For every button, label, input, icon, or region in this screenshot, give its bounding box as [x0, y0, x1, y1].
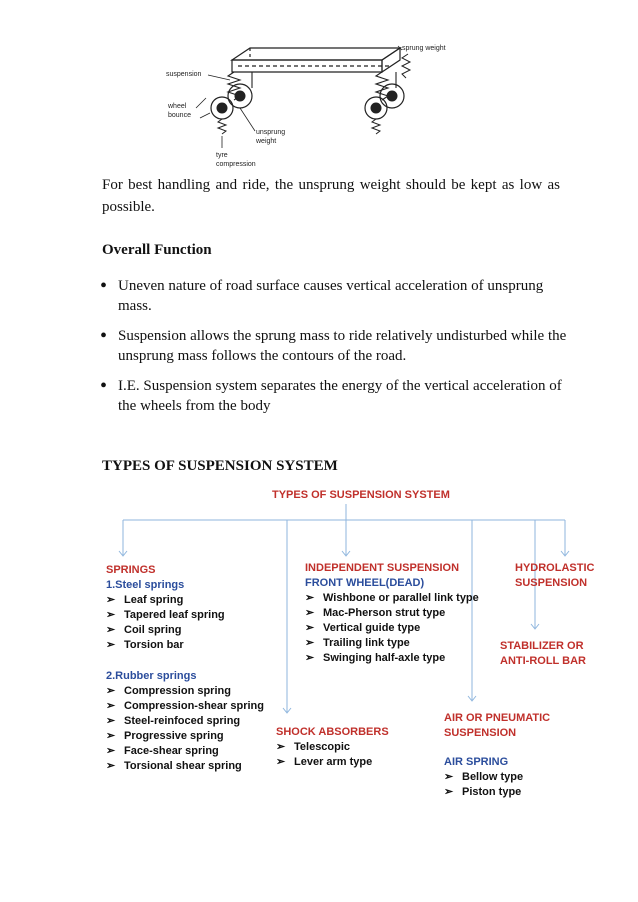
list-item: • Suspension allows the sprung mass to ride relatively undisturbed while the unsprung mass follows the contours of the road.	[100, 325, 567, 364]
list-item: • I.E. Suspension system separates the energy of the vertical acceleration of the wheels from the body	[100, 375, 562, 414]
arrow-bullet-icon: ➢	[276, 756, 286, 768]
arrow-bullet-icon: ➢	[106, 594, 116, 606]
shock-absorbers-title: SHOCK ABSORBERS	[276, 726, 389, 738]
list-item: ➢ Wishbone or parallel link type	[305, 592, 479, 604]
arrow-bullet-icon: ➢	[106, 609, 116, 621]
label-unsprung: unsprung	[256, 129, 286, 136]
list-item: ➢ Leaf spring	[106, 594, 184, 606]
arrow-bullet-icon: ➢	[106, 624, 116, 636]
arrow-bullet-icon: ➢	[444, 771, 454, 783]
list-item: ➢ Coil spring	[106, 624, 182, 636]
types-heading: TYPES OF SUSPENSION SYSTEM	[102, 458, 338, 474]
list-item: ➢ Face-shear spring	[106, 745, 219, 757]
arrow-bullet-icon: ➢	[106, 745, 116, 757]
arrow-bullet-icon: ➢	[106, 639, 116, 651]
arrow-bullet-icon: ➢	[276, 741, 286, 753]
list-item: ➢ Piston type	[444, 786, 522, 798]
shock-absorbers-group	[276, 725, 389, 770]
independent-title: INDEPENDENT SUSPENSION	[305, 562, 460, 574]
label-tyre: tyre	[216, 152, 228, 159]
overall-function-heading: Overall Function	[102, 242, 212, 258]
list-item: • Uneven nature of road surface causes vertical acceleration of unsprung mass.	[100, 275, 544, 314]
steel-springs-title: 1.Steel springs	[106, 579, 185, 591]
list-item: ➢ Steel-reinfoced spring	[106, 715, 241, 727]
list-item: ➢ Trailing link type	[305, 637, 410, 649]
label-compression: compression	[216, 161, 256, 168]
arrow-bullet-icon: ➢	[305, 637, 315, 649]
rubber-springs-title: 2.Rubber springs	[106, 670, 197, 682]
list-item: ➢ Bellow type	[444, 771, 524, 783]
hydrolastic-line1: HYDROLASTIC	[515, 562, 595, 574]
label-suspension: suspension	[166, 71, 202, 78]
label-wheel: wheel	[168, 103, 187, 110]
list-item: ➢ Compression-shear spring	[106, 700, 264, 712]
list-item: ➢ Torsional shear spring	[106, 760, 242, 772]
list-item: ➢ Progressive spring	[106, 730, 224, 742]
stabilizer-group	[500, 639, 586, 669]
bullet-icon: •	[100, 325, 108, 347]
arrow-bullet-icon: ➢	[106, 700, 116, 712]
list-item: ➢ Mac-Pherson strut type	[305, 607, 446, 619]
list-item: ➢ Vertical guide type	[305, 622, 421, 634]
label-weight: weight	[256, 138, 277, 145]
air-suspension-group	[444, 711, 550, 800]
chart-title: TYPES OF SUSPENSION SYSTEM	[272, 489, 450, 501]
hydrolastic-group	[515, 561, 594, 591]
hydrolastic-line2: SUSPENSION	[515, 577, 588, 589]
arrow-bullet-icon: ➢	[305, 592, 315, 604]
independent-subtitle: FRONT WHEEL(DEAD)	[305, 577, 425, 589]
list-item: ➢ Torsion bar	[106, 639, 184, 651]
air-title-line2: SUSPENSION	[444, 727, 517, 739]
list-item: ➢ Compression spring	[106, 685, 231, 697]
air-spring-title: AIR SPRING	[444, 756, 509, 768]
arrow-bullet-icon: ➢	[444, 786, 454, 798]
intro-paragraph: For best handling and ride, the unsprung weight should be kept as low as possible.	[102, 177, 560, 215]
label-sprung-weight: sprung weight	[402, 45, 446, 52]
springs-group	[106, 563, 264, 774]
bullet-icon: •	[100, 275, 108, 297]
springs-title: SPRINGS	[106, 564, 156, 576]
arrow-bullet-icon: ➢	[305, 622, 315, 634]
independent-group	[305, 561, 479, 666]
arrow-bullet-icon: ➢	[305, 607, 315, 619]
label-bounce: bounce	[168, 112, 191, 119]
arrow-bullet-icon: ➢	[106, 715, 116, 727]
arrow-bullet-icon: ➢	[106, 730, 116, 742]
arrow-bullet-icon: ➢	[305, 652, 315, 664]
list-item: ➢ Lever arm type	[276, 756, 373, 768]
list-item: ➢ Telescopic	[276, 741, 351, 753]
list-item: ➢ Tapered leaf spring	[106, 609, 225, 621]
bullet-icon: •	[100, 375, 108, 397]
arrow-bullet-icon: ➢	[106, 685, 116, 697]
list-item: ➢ Swinging half-axle type	[305, 652, 446, 664]
air-title-line1: AIR OR PNEUMATIC	[444, 712, 551, 724]
stabilizer-line2: ANTI-ROLL BAR	[500, 655, 586, 667]
arrow-bullet-icon: ➢	[106, 760, 116, 772]
stabilizer-line1: STABILIZER OR	[500, 640, 584, 652]
